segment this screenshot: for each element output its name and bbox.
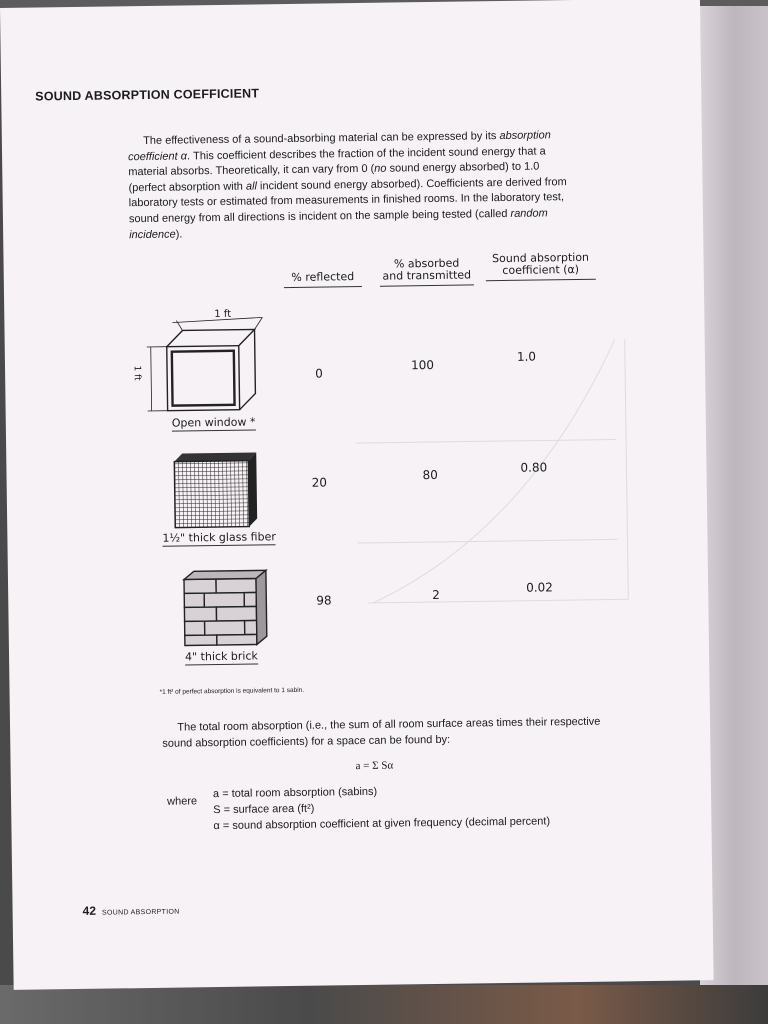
column-header-absorbed: [380, 257, 474, 286]
intro-text: incident sound energy absorbed). Coefficients are derived from laboratory tests or estimated from measurements in finished rooms. In the laboratory test, sound energy from all directions is incident on the sample being tested (called: [128, 175, 567, 226]
definition-a: a = total room absorption (sabins): [212, 785, 378, 801]
intro-term-random-incidence: random incidence: [129, 207, 548, 241]
open-window-illustration: [132, 309, 279, 421]
footnote: *1 ft² of perfect absorption is equivalent to 1 sabin.: [159, 686, 305, 696]
column-header-absorbed-line2: and transmitted: [382, 268, 472, 283]
open-window-coefficient: 1.0: [516, 349, 537, 364]
definition-s: S = surface area (ft²): [213, 802, 315, 817]
column-header-coefficient-line1: Sound absorption: [492, 250, 590, 266]
scan-background-bottom: [0, 985, 768, 1024]
intro-emphasis-all: all: [245, 180, 258, 193]
dimension-width-label: 1 ft: [214, 308, 232, 321]
page-footer: [83, 903, 180, 918]
footer-section-title: SOUND ABSORPTION: [101, 908, 180, 917]
glass-fiber-reflected: 20: [311, 475, 328, 490]
intro-paragraph: [128, 128, 569, 243]
open-window-reflected: 0: [315, 366, 323, 381]
intro-text: sound energy absorbed) to 1.0 (perfect absorption with: [128, 160, 540, 195]
column-header-reflected-label: % reflected: [291, 270, 355, 284]
page-number: 42: [82, 903, 97, 918]
total-absorption-text: The total room absorption (i.e., the sum of all room surface areas times their respective sound absorption coefficients) for a space can be found by:: [162, 715, 601, 750]
open-window-absorbed: 100: [410, 357, 435, 373]
column-header-reflected: [284, 271, 362, 288]
column-header-absorbed-line1: % absorbed: [393, 256, 460, 271]
intro-text: . This coefficient describes the fraction of the incident sound energy that a material absorbs. Theoretically, it can vary from 0 (: [128, 144, 546, 179]
absorption-formula: a = Σ Sα: [355, 759, 394, 773]
glass-fiber-absorbed: 80: [422, 467, 438, 483]
intro-text: The effectiveness of a sound-absorbing material can be expressed by its: [143, 130, 497, 148]
glass-fiber-illustration: [166, 446, 267, 537]
caption-glass-fiber: 1½" thick glass fiber: [162, 530, 276, 545]
brick-absorbed: 2: [432, 587, 440, 603]
total-absorption-paragraph: [162, 715, 602, 752]
formula-definitions: [213, 781, 550, 834]
where-label: where: [167, 795, 198, 808]
brick-coefficient: 0.02: [526, 580, 553, 595]
brick-reflected: 98: [316, 593, 332, 608]
intro-emphasis-no: no: [374, 162, 387, 175]
caption-brick: 4" thick brick: [184, 649, 258, 664]
brick-illustration: [178, 566, 279, 653]
glass-fiber-coefficient: 0.80: [520, 460, 548, 475]
column-header-coefficient-line2: coefficient (α): [502, 262, 580, 278]
definition-alpha: α = sound absorption coefficient at given frequency (decimal percent): [213, 815, 551, 833]
column-header-coefficient: [485, 252, 595, 282]
caption-open-window: Open window *: [171, 415, 256, 430]
intro-term-absorption-coefficient: absorption coefficient α: [128, 129, 551, 163]
intro-text: ).: [175, 228, 183, 241]
dimension-height-label: 1 ft: [131, 365, 142, 381]
section-heading: SOUND ABSORPTION COEFFICIENT: [35, 86, 260, 104]
